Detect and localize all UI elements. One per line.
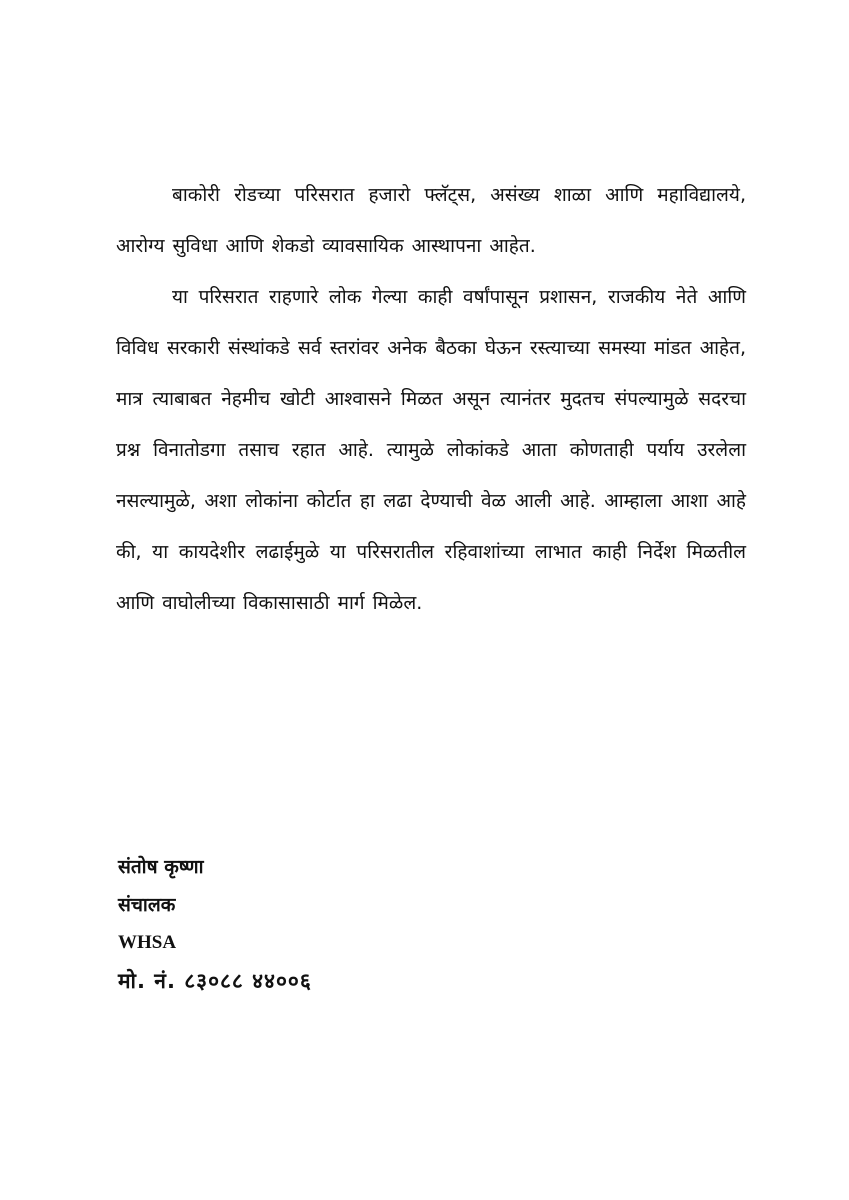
paragraph-1: बाकोरी रोडच्या परिसरात हजारो फ्लॅट्स, असंख्य शाळा आणि महाविद्यालये, आरोग्य सुविधा आणि शेकडो व्यावसायिक आस्थापना आहेत. (116, 184, 746, 257)
paragraph-2: या परिसरात राहणारे लोक गेल्या काही वर्षांपासून प्रशासन, राजकीय नेते आणि विविध सरकारी संस्थांकडे सर्व स्तरांवर अनेक बैठका घेऊन रस्त्याच्या समस्या मांडत आहेत, मात्र त्याबाबत नेहमीच खोटी आश्वासने मिळत असून त्यानंतर मुदतच संपल्यामुळे सदरचा प्रश्न विनातोडगा तसाच रहात आहे. त्यामुळे लोकांकडे आता कोणताही पर्याय उरलेला नसल्यामुळे, अशा लोकांना कोर्टात हा लढा देण्याची वेळ आली आहे. आम्हाला आशा आहे की, या कायदेशीर लढाईमुळे या परिसरातील रहिवाशांच्या लाभात काही निर्देश मिळतील आणि वाघोलीच्या विकासासाठी मार्ग मिळेल. (116, 286, 746, 614)
signatory-designation: संचालक (118, 894, 176, 916)
organization-name: WHSA (118, 932, 177, 953)
signatory-name: संतोष कृष्णा (118, 856, 204, 878)
signature-block (118, 848, 518, 1000)
document-body (116, 170, 746, 629)
phone-number: मो. नं. ८३०८८ ४४००६ (118, 969, 312, 993)
